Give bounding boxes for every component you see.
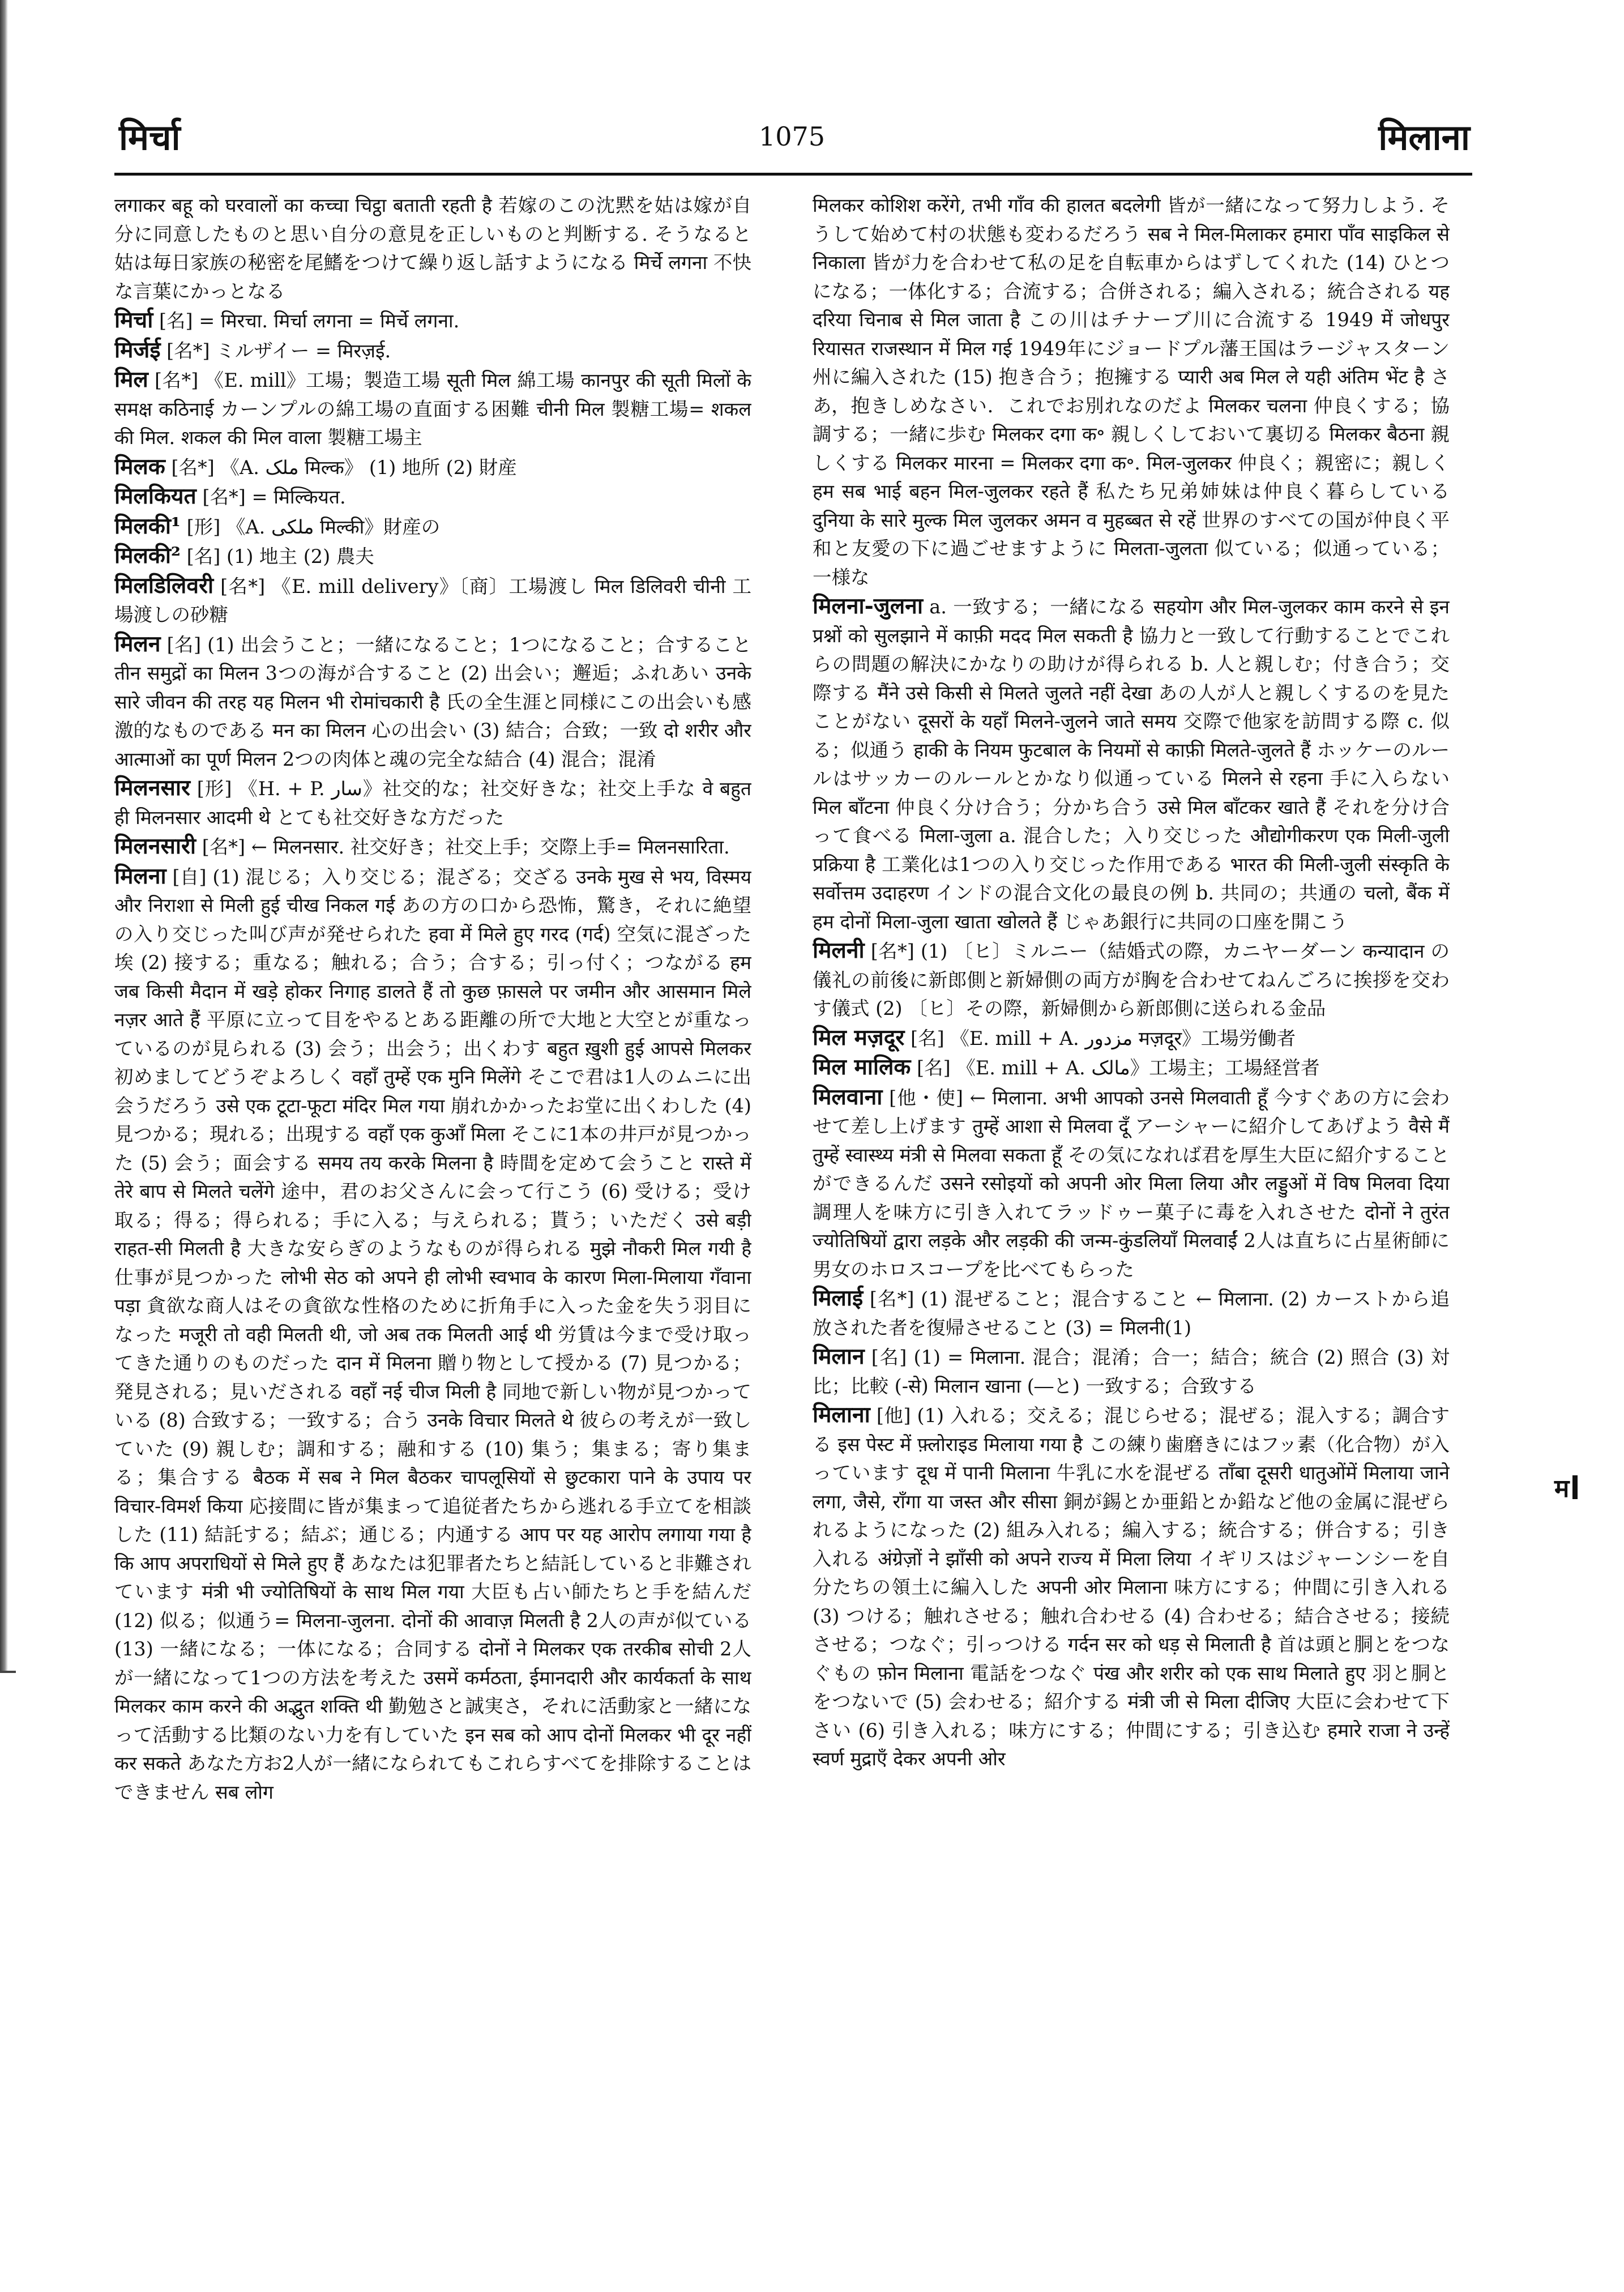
entry-body: [他・使] ← मिलाना. अभी आपको उनसे मिलवाती हूँ 今すぐあの方に会わせて差し上げます तुम्हें आशा से मिलवा दूँ アーシャーに紹介してあげよう वैसे मैं तुम्हें स्वास्थ्य मंत्री से मिलवा सकता हूँ その気になれば君を厚生大臣に紹介することができるんだ उसने रसोइयों को अपनी ओर मिला लिया और लड्डुओं में विष मिलवा दिया 調理人を味方に引き入れてラッドゥー菓子に毒を入れさせた दोनों ने तुरंत ज्योतिषियों द्वारा लड़के और लड़की की जन्म-कुंडलियाँ मिलवाईं 2人は直ちに占星術師に男女のホロスコープを比べてもらった <box>813 1086 1450 1281</box>
dictionary-entry <box>114 190 751 306</box>
dictionary-entry <box>813 1284 1450 1342</box>
entry-body: लगाकर बहू को घरवालों का कच्चा चिट्ठा बताती रहती है 若嫁のこの沈黙を姑は嫁が自分に同意したものと思い自分の意見を正しいものと判断する. そうなると姑は毎日家族の秘密を尾鰭をつけて繰り返し話すようになる मिर्चे लगना 不快な言葉にかっとなる <box>114 194 751 302</box>
entry-body: [名] (1) 出会うこと；一緒になること；1つになること；合すること तीन समुद्रों का मिलन 3つの海が合すること (2) 出会い；邂逅；ふれあい उनके सारे जीवन की तरह यह मिलन भी रोमांचकारी है 氏の全生涯と同様にこの出会いも感激的なものである मन का मिलन 心の出会い (3) 結合；合致；一致 दो शरीर और आत्माओं का पूर्ण मिलन 2つの肉体と魂の完全な結合 (4) 混合；混淆 <box>114 633 751 770</box>
dictionary-entry <box>114 541 751 571</box>
entry-body: [名*] (1) 〔ヒ〕ミルニー（結婚式の際，カニヤーダーン कन्यादान の儀礼の前後に新郎側と新婦側の両方が胸を合わせてねんごろに挨拶を交わす儀式 (2) 〔ヒ〕その際，新婦側から新郎側に送られる金品 <box>813 940 1450 1019</box>
entry-body: [名*] (1) 混ぜること；混合すること ← मिलाना. (2) カーストから追放された者を復帰させること (3) = मिलनी(1) <box>813 1288 1450 1339</box>
entry-headword: मिलनी <box>813 937 865 963</box>
dictionary-entry <box>114 453 751 483</box>
entry-headword: मिलनसार <box>114 775 190 801</box>
entry-body: [形] 《H. + P. سار》社交的な；社交好きな；社交上手な वे बहुत ही मिलनसार आदमी थे とても社交好きな方だった <box>114 778 751 829</box>
dictionary-entry <box>813 1023 1450 1053</box>
entry-headword: मिलडिलिवरी <box>114 572 214 599</box>
dictionary-entry <box>114 365 751 453</box>
entry-body: [名*] 《E. mill delivery》〔商〕工場渡し मिल डिलिवरी चीनी 工場渡しの砂糖 <box>114 575 751 626</box>
thumb-index-letter: म <box>1554 1474 1570 1503</box>
entry-headword: मिलवाना <box>813 1083 883 1110</box>
entry-headword: मिलना-जुलना <box>813 593 923 619</box>
right-column <box>813 190 1450 2158</box>
entry-headword: मिलक <box>114 453 165 480</box>
binding-mark <box>0 1671 16 1673</box>
entry-body: [名*] = मिल्कियत. <box>202 486 346 508</box>
entry-headword: मिलन <box>114 630 161 657</box>
entry-body: a. 一致する；一緒になる सहयोग और मिल-जुलकर काम करने से इन प्रश्नों को सुलझाने में काफ़ी मदद मिल सकती है 協力と一致して行動することでこれらの問題の解決にかなりの助けが得られる b. 人と親しむ；付き合う；交際する मैंने उसे किसी से मिलते जुलते नहीं देखा あの人が人と親しくするのを見たことがない दूसरों के यहाँ मिलने-जुलने जाते समय 交際で他家を訪問する際 c. 似る；似通う हाकी के नियम फुटबाल के नियमों से काफ़ी मिलते-जुलते हैं ホッケーのルールはサッカーのルールとかなり似通っている मिलने से रहना 手に入らない मिल बाँटना 仲良く分け合う；分かち合う उसे मिल बाँटकर खाते हैं それを分け合って食べる मिला-जुला a. 混合した；入り交じった औद्योगीकरण एक मिली-जुली प्रक्रिया है 工業化は1つの入り交じった作用である भारत की मिली-जुली संस्कृति के सर्वोत्तम उदाहरण インドの混合文化の最良の例 b. 共同の；共通の चलो, बैंक में हम दोनों मिला-जुला खाता खोलते हैं じゃあ銀行に共同の口座を開こう <box>813 596 1450 933</box>
entry-body: मिलकर कोशिश करेंगे, तभी गाँव की हालत बदलेगी 皆が一緒になって努力しよう. そうして始めて村の状態も変わるだろう सब ने मिल-मिलाकर हमारा पाँव साइकिल से निकाला 皆が力を合わせて私の足を自転車からはずしてくれた (14) ひとつになる；一体化する；合流する；合併される；編入される；統合される यह दरिया चिनाब से मिल जाता है この川はチナーブ川に合流する 1949 में जोधपुर रियासत राजस्थान में मिल गई 1949年にジョードプル藩王国はラージャスターン州に編入された (15) 抱き合う；抱擁する प्यारी अब मिल ले यही अंतिम भेंट है さあ，抱きしめなさい．これでお別れなのだよ मिलकर चलना 仲良くする；協調する；一緒に歩む मिलकर दगा क॰ 親しくしておいて裏切る मिलकर बैठना 親しくする मिलकर मारना = मिलकर दगा क॰. मिल-जुलकर 仲良く；親密に；親しく हम सब भाई बहन मिल-जुलकर रहते हैं 私たち兄弟姉妹は仲良く暮らしている दुनिया के सारे मुल्क मिल जुलकर अमन व मुहब्बत से रहें 世界のすべての国が仲良く平和と友愛の下に過ごせますように मिलता-जुलता 似ている；似通っている；一様な <box>813 194 1450 588</box>
entry-body: [名*] ← मिलनसार. 社交好き；社交上手；交際上手= मिलनसारिता. <box>202 836 730 858</box>
entry-body: [名*] ミルザイー = मिरज़ई. <box>166 339 391 362</box>
entry-body: [形] 《A. ملکی मिल्की》財産の <box>186 515 441 538</box>
left-guide-word: मिर्चा <box>119 117 181 158</box>
entry-headword: मिल <box>114 366 148 392</box>
entry-body: [名] (1) = मिलाना. 混合；混淆；合一；結合；統合 (2) 照合 (3) 対比；比較 (-से) मिलान खाना (―と) 一致する；合致する <box>813 1346 1450 1397</box>
entry-headword: मिर्जई <box>114 336 161 363</box>
dictionary-entry <box>114 482 751 512</box>
page-number: 1075 <box>759 121 826 152</box>
entry-headword: मिलना <box>114 863 166 889</box>
entry-body: [名] 《E. mill + A. مالک》工場主；工場経営者 <box>917 1057 1320 1079</box>
header-rule <box>114 173 1472 176</box>
dictionary-entry <box>114 336 751 366</box>
entry-body: [名*] 《E. mill》工場；製造工場 सूती मिल 綿工場 कानपुर की सूती मिलों के समक्ष कठिनाई カーンプルの綿工場の直面する困難 चीनी मिल 製糖工場= शकल की मिल. शकल की मिल वाला 製糖工場主 <box>114 369 751 449</box>
thumb-index-tab <box>1554 1475 1578 1501</box>
entry-body: [名*] 《A. ملک मिल्क》 (1) 地所 (2) 財産 <box>171 456 517 479</box>
entry-headword: मिलकियत <box>114 483 196 509</box>
dictionary-entry <box>813 936 1450 1023</box>
entry-headword: मिलकी² <box>114 543 181 569</box>
entry-body: [名] 《E. mill + A. مزدور मज़दूर》工場労働者 <box>911 1027 1296 1049</box>
entry-headword: मिलकी¹ <box>114 513 181 539</box>
dictionary-entry <box>813 1083 1450 1284</box>
dictionary-entry <box>813 190 1450 592</box>
entry-body: [自] (1) 混じる；入り交じる；混ざる；交ざる उनके मुख से भय, विस्मय और निराशा से मिली हुई चीख निकल गई あの方の口から恐怖，驚き，それに絶望の入り交じった叫び声が発せられた हवा में मिले हुए गरद (गर्द) 空気に混ざった埃 (2) 接する；重なる；触れる；合う；合する；引っ付く；つながる हम जब किसी मैदान में खड़े होकर निगाह डालते हैं तो कुछ फ़ासले पर जमीन और आसमान मिले नज़र आते हैं 平原に立って目をやるとある距離の所で大地と大空とが重なっているのが見られる (3) 会う；出会う；出くわす बहुत ख़ुशी हुई आपसे मिलकर 初めましてどうぞよろしく वहाँ तुम्हें एक मुनि मिलेंगे そこで君は1人のムニに出会うだろう उसे एक टूटा-फूटा मंदिर मिल गया 崩れかかったお堂に出くわした (4) 見つかる；現れる；出現する वहाँ एक कुआँ मिला そこに1本の井戸が見つかった (5) 会う；面会する समय तय करके मिलना है 時間を定めて会うこと रास्ते में तेरे बाप से मिलते चलेंगे 途中，君のお父さんに会って行こう (6) 受ける；受け取る；得る；得られる；手に入る；与えられる；貰う；いただく उसे बड़ी राहत-सी मिलती है 大きな安らぎのようなものが得られる मुझे नौकरी मिल गयी है 仕事が見つかった लोभी सेठ को अपने ही लोभी स्वभाव के कारण मिला-मिलाया गँवाना पड़ा 貪欲な商人はその貪欲な性格のために折角手に入った金を失う羽目になった मजूरी तो वही मिलती थी, जो अब तक मिलती आई थी 労賃は今まで受け取ってきた通りのものだった दान में मिलना 贈り物として授かる (7) 見つかる；発見される；見いだされる वहाँ नई चीज मिली है 同地で新しい物が見つかっている (8) 合致する；一致する；合う उनके विचार मिलते थे 彼らの考えが一致していた (9) 親しむ；調和する；融和する (10) 集う；集まる；寄り集まる；集合する बैठक में सब ने मिल बैठकर चापलूसियों से छुटकारा पाने के उपाय पर विचार-विमर्श किया 応接間に皆が集まって追従者たちから逃れる手立てを相談した (11) 結託する；結ぶ；通じる；内通する आप पर यह आरोप लगाया गया है कि आप अपराधियों से मिले हुए हैं あなたは犯罪者たちと結託していると非難されています मंत्री भी ज्योतिषियों के साथ मिल गया 大臣も占い師たちと手を結んだ (12) 似る；似通う= मिलना-जुलना. दोनों की आवाज़ मिलती है 2人の声が似ている (13) 一緒になる；一体になる；合同する दोनों ने मिलकर एक तरकीब सोची 2人が一緒になって1つの方法を考えた उसमें कर्मठता, ईमानदारी और कार्यकर्ता के साथ मिलकर काम करने की अद्भुत शक्ति थी 勤勉さと誠実さ，それに活動家と一緒になって活動する比類のない力を有していた इन सब को आप दोनों मिलकर भी दूर नहीं कर सकते あなた方お2人が一緒になられてもこれらすべてを排除することはできません सब लोग <box>114 865 751 1803</box>
thumb-index-bar <box>1572 1475 1578 1499</box>
entry-body: [他] (1) 入れる；交える；混じらせる；混ぜる；混入する；調合する इस पेस्ट में फ़्लोराइड मिलाया गया है この練り歯磨きにはフッ素（化合物）が入っています दूध में पानी मिलाना 牛乳に水を混ぜる ताँबा दूसरी धातुओंमें मिलाया जाने लगा, जैसे, राँगा या जस्त और सीसा 銅が錫とか亜鉛とか鉛など他の金属に混ぜられるようになった (2) 組み入れる；編入する；統合する；併合する；引き入れる अंग्रेज़ों ने झाँसी को अपने राज्य में मिला लिया イギリスはジャーンシーを自分たちの領土に編入した अपनी ओर मिलाना 味方にする；仲間に引き入れる (3) つける；触れさせる；触れ合わせる (4) 合わせる；結合させる；接続させる；つなぐ；引っつける गर्दन सर को धड़ से मिलाती है 首は頭と胴とをつなぐもの फ़ोन मिलाना 電話をつなぐ पंख और शरीर को एक साथ मिलाते हुए 羽と胴とをつないで (5) 会わせる；紹介する मंत्री जी से मिला दीजिए 大臣に会わせて下さい (6) 引き入れる；味方にする；仲間にする；引き込む हमारे राजा ने उन्हें स्वर्ण मुद्राएँ देकर अपनी ओर <box>813 1405 1450 1770</box>
dictionary-entry <box>813 1053 1450 1083</box>
dictionary-entry <box>114 306 751 336</box>
entry-body: [名] (1) 地主 (2) 農夫 <box>186 545 374 567</box>
dictionary-entry <box>114 571 751 630</box>
entry-headword: मिल मालिक <box>813 1054 911 1080</box>
dictionary-entry <box>114 774 751 832</box>
dictionary-entry <box>114 630 751 774</box>
left-column <box>114 190 751 2158</box>
dictionary-entry <box>813 1401 1450 1774</box>
page-binding-edge <box>0 0 8 1671</box>
entry-headword: मिलनसारी <box>114 833 196 859</box>
dictionary-entry <box>813 1342 1450 1401</box>
entry-headword: मिर्चा <box>114 307 153 333</box>
entry-headword: मिलाई <box>813 1285 864 1311</box>
dictionary-entry <box>114 862 751 1807</box>
entry-headword: मिलान <box>813 1343 865 1369</box>
dictionary-entry <box>114 832 751 862</box>
right-guide-word: मिलाना <box>1378 117 1470 158</box>
dictionary-entry <box>114 512 751 542</box>
entry-headword: मिलाना <box>813 1402 870 1428</box>
dictionary-entry <box>813 592 1450 936</box>
entry-headword: मिल मज़दूर <box>813 1024 905 1051</box>
entry-body: [名] = मिरचा. मिर्चा लगना = मिर्चे लगना. <box>159 310 460 332</box>
